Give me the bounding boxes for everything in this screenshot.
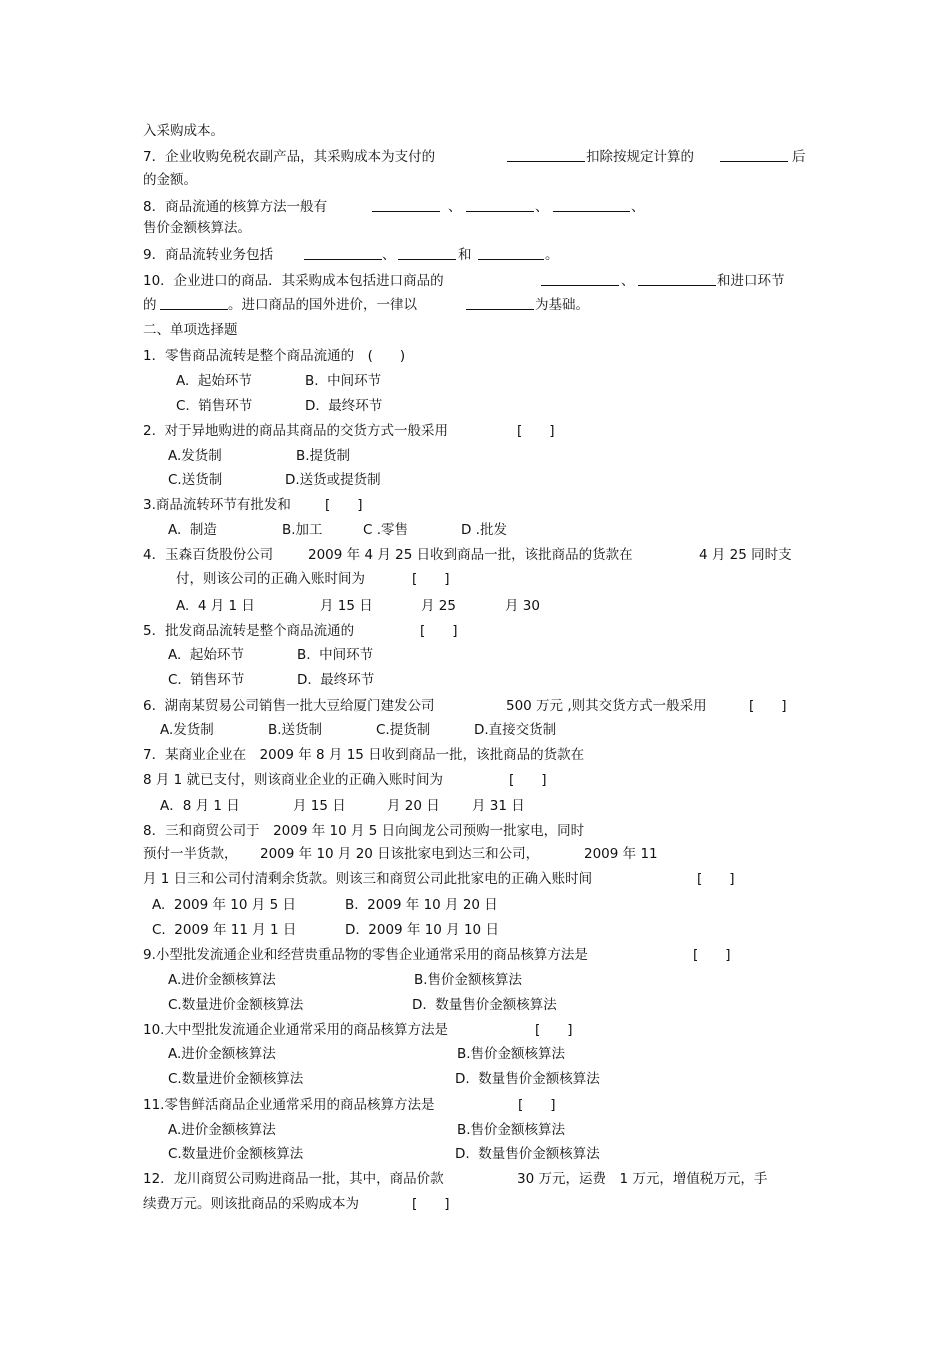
option-d[interactable]: D .批发 [461, 522, 507, 538]
blank-field[interactable] [478, 246, 544, 260]
mc-question-8-line2: 预付一半货款， [143, 846, 238, 862]
option-c[interactable]: 月 25 [421, 598, 456, 614]
option-a[interactable]: A. 2009 年 10 月 5 日 [152, 897, 296, 913]
option-c[interactable]: C. 2009 年 11 月 1 日 [152, 922, 297, 938]
option-d[interactable]: D. 2009 年 10 月 10 日 [345, 922, 499, 938]
blank-field[interactable] [466, 198, 534, 212]
answer-bracket[interactable]: [ ] [535, 1022, 573, 1038]
blank-field[interactable] [398, 246, 456, 260]
text-segment: 30 万元，运费 1 万元，增值税万元，手 [517, 1171, 768, 1187]
mc-question-12-line1: 12．龙川商贸公司购进商品一批，其中，商品价款 [143, 1171, 444, 1187]
blank-field[interactable] [466, 296, 534, 310]
blank-field[interactable] [553, 198, 630, 212]
mc-question-4-line2: 付，则该公司的正确入账时间为 [176, 571, 365, 587]
option-c[interactable]: C.提货制 [376, 722, 431, 738]
separator: 、 [621, 273, 635, 289]
option-d[interactable]: D. 数量售价金额核算法 [455, 1071, 600, 1087]
option-b[interactable]: B.加工 [282, 522, 323, 538]
separator: 、 [448, 199, 462, 215]
mc-question-10: 10.大中型批发流通企业通常采用的商品核算方法是 [143, 1022, 448, 1038]
blank-field[interactable] [304, 246, 382, 260]
text-segment: 2009 年 10 月 20 日该批家电到达三和公司， [260, 846, 540, 862]
text-segment: 后 [792, 149, 806, 165]
option-b[interactable]: B.售价金额核算法 [414, 972, 523, 988]
question-8-line2: 售价金额核算法。 [143, 220, 251, 236]
text-segment: 的 [143, 297, 157, 313]
answer-bracket[interactable]: [ ] [412, 571, 450, 587]
option-d[interactable]: D. 数量售价金额核算法 [455, 1146, 600, 1162]
answer-bracket[interactable]: [ ] [412, 1196, 450, 1212]
option-c[interactable]: C.数量进价金额核算法 [168, 1071, 304, 1087]
option-b[interactable]: B. 中间环节 [305, 373, 382, 389]
blank-field[interactable] [541, 272, 619, 286]
separator: 、 [535, 199, 549, 215]
separator: 、 [631, 199, 645, 215]
mc-question-11: 11.零售鲜活商品企业通常采用的商品核算方法是 [143, 1097, 435, 1113]
text-segment: 和 [458, 247, 472, 263]
mc-question-12-line2: 续费万元。则该批商品的采购成本为 [143, 1196, 359, 1212]
option-a[interactable]: A.进价金额核算法 [168, 1122, 276, 1138]
blank-field[interactable] [507, 148, 585, 162]
option-d[interactable]: D.送货或提货制 [285, 472, 381, 488]
option-a[interactable]: A. 4 月 1 日 [176, 598, 255, 614]
option-c[interactable]: 月 20 日 [387, 798, 440, 814]
answer-bracket[interactable]: [ ] [325, 497, 363, 513]
option-a[interactable]: A.进价金额核算法 [168, 972, 276, 988]
option-c[interactable]: C.送货制 [168, 472, 223, 488]
option-b[interactable]: B. 中间环节 [297, 647, 374, 663]
mc-question-5: 5．批发商品流转是整个商品流通的 [143, 623, 355, 639]
text-segment: 和进口环节 [717, 273, 785, 289]
option-d[interactable]: D. 最终环节 [305, 398, 383, 414]
question-7-line2: 的金额。 [143, 172, 197, 188]
option-d[interactable]: D.直接交货制 [474, 722, 557, 738]
text-line: 入采购成本。 [143, 123, 224, 139]
answer-bracket[interactable]: [ ] [693, 947, 731, 963]
option-a[interactable]: A．8 月 1 日 [160, 798, 240, 814]
answer-bracket[interactable]: [ ] [749, 698, 787, 714]
text-segment: 。 [545, 247, 559, 263]
text-segment: 扣除按规定计算的 [586, 149, 694, 165]
option-b[interactable]: B.提货制 [296, 448, 351, 464]
option-b[interactable]: 月 15 日 [320, 598, 373, 614]
text-segment: 2009 年 4 月 25 日收到商品一批，该批商品的货款在 [308, 547, 633, 563]
option-c[interactable]: C. 销售环节 [176, 398, 253, 414]
section-title: 二、单项选择题 [143, 322, 238, 338]
option-d[interactable]: D. 数量售价金额核算法 [412, 997, 557, 1013]
option-a[interactable]: A.发货制 [160, 722, 214, 738]
text-segment: 4 月 25 同时支 [699, 547, 792, 563]
question-9-line: 9．商品流转业务包括 [143, 247, 274, 263]
option-d[interactable]: D. 最终环节 [297, 672, 375, 688]
answer-bracket[interactable]: [ ] [509, 772, 547, 788]
option-c[interactable]: C.数量进价金额核算法 [168, 1146, 304, 1162]
question-10-line1: 10．企业进口的商品．其采购成本包括进口商品的 [143, 273, 444, 289]
answer-bracket[interactable]: [ ] [517, 423, 555, 439]
option-b[interactable]: B.送货制 [268, 722, 323, 738]
blank-field[interactable] [720, 148, 788, 162]
option-b[interactable]: B. 2009 年 10 月 20 日 [345, 897, 498, 913]
text-segment: 为基础。 [535, 297, 589, 313]
option-a[interactable]: A. 制造 [168, 522, 217, 538]
mc-question-9: 9.小型批发流通企业和经营贵重品物的零售企业通常采用的商品核算方法是 [143, 947, 588, 963]
option-a[interactable]: A. 起始环节 [168, 647, 244, 663]
mc-question-7-line2: 8 月 1 就已支付，则该商业企业的正确入账时间为 [143, 772, 444, 788]
option-d[interactable]: 月 31 日 [472, 798, 525, 814]
mc-question-1: 1．零售商品流转是整个商品流通的 ( ) [143, 348, 406, 364]
mc-question-8-line1: 8．三和商贸公司于 2009 年 10 月 5 日向闽龙公司预购一批家电，同时 [143, 823, 585, 839]
answer-bracket[interactable]: [ ] [697, 871, 735, 887]
option-a[interactable]: A.进价金额核算法 [168, 1046, 276, 1062]
text-segment: 500 万元 ,则其交货方式一般采用 [506, 698, 707, 714]
question-7-line1: 7．企业收购免税农副产品，其采购成本为支付的 [143, 149, 436, 165]
option-b[interactable]: B.售价金额核算法 [457, 1122, 566, 1138]
option-a[interactable]: A.发货制 [168, 448, 222, 464]
mc-question-7-line1: 7．某商业企业在 2009 年 8 月 15 日收到商品一批，该批商品的货款在 [143, 747, 585, 763]
option-c[interactable]: C. 销售环节 [168, 672, 245, 688]
blank-field[interactable] [638, 272, 716, 286]
answer-bracket[interactable]: [ ] [420, 623, 458, 639]
question-8-line1: 8．商品流通的核算方法一般有 [143, 199, 328, 215]
mc-question-2: 2. 对于异地购进的商品其商品的交货方式一般采用 [143, 423, 448, 439]
text-segment: 2009 年 11 [584, 846, 658, 862]
blank-field[interactable] [160, 296, 228, 310]
mc-question-4-line1: 4．玉森百货股份公司 [143, 547, 274, 563]
text-segment: 。进口商品的国外进价，一律以 [228, 297, 417, 313]
mc-question-3: 3.商品流转环节有批发和 [143, 497, 291, 513]
separator: 、 [382, 247, 396, 263]
option-b[interactable]: 月 15 日 [293, 798, 346, 814]
answer-bracket[interactable]: [ ] [518, 1097, 556, 1113]
option-b[interactable]: B.售价金额核算法 [457, 1046, 566, 1062]
option-d[interactable]: 月 30 [505, 598, 540, 614]
blank-field[interactable] [372, 198, 440, 212]
option-c[interactable]: C.数量进价金额核算法 [168, 997, 304, 1013]
option-c[interactable]: C .零售 [363, 522, 409, 538]
mc-question-8-line3: 月 1 日三和公司付清剩余货款。则该三和商贸公司此批家电的正确入账时间 [143, 871, 593, 887]
option-a[interactable]: A. 起始环节 [176, 373, 252, 389]
mc-question-6: 6. 湖南某贸易公司销售一批大豆给厦门建发公司 [143, 698, 435, 714]
